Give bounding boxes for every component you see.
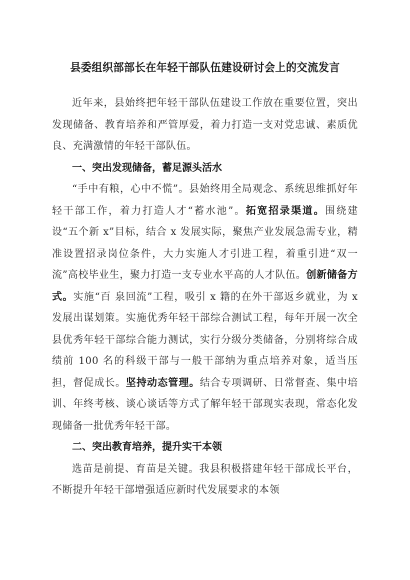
paragraph-text: 围绕建设“五个新 x”目标，结合 x 发展实际，聚焦产业发展急需专业，精准设置招录岗位条件，大力实施人才引进工程，着重引进“双一流”高校毕业生，聚力打造一支专业水平高的人才队伍。 [52, 205, 358, 281]
paragraph-text: “手中有粮，心中不慌”。县始终用全局观念、系统思维抓好年轻干部工作，着力打造人才“蓄水池”。 [52, 184, 358, 217]
section-heading-2: 二、突出教育培养，提升实干本领 [72, 442, 222, 453]
bold-subheading-reserve: 创新储备方式。 [52, 270, 358, 303]
bold-subheading-dynamic: 坚持动态管理。 [125, 377, 200, 389]
section-heading-1: 一、突出发现储备，蓄足源头活水 [72, 162, 222, 174]
bold-subheading-recruitment: 拓宽招录渠道。 [245, 205, 326, 217]
document-title: 县委组织部部长在年轻干部队伍建设研讨会上的交流发言 [70, 62, 340, 74]
paragraph-text: 结合专项调研、日常督查、集中培训、年终考核、谈心谈话等方式了解年轻干部现实表现，常态化发现储备一批优秀年轻干部。 [52, 377, 359, 432]
section-1-paragraph [52, 179, 358, 437]
paragraph-text: 实施“百 泉回流”工程，吸引 x 籍的在外干部返乡就业，为 x 发展出谋划策。实施优秀年轻干部综合测试工程，每年开展一次全县优秀年轻干部综合能力测试，实行分级分类储备，分别将综合成绩前 100 名的科级干部与一般干部纳为重点培养对象，适当压担，督促成长。 [52, 291, 358, 389]
section-2-paragraph: 选苗是前提、育苗是关键。我县积极搭建年轻干部成长平台，不断提升年轻干部增强适应新时代发展要求的本领 [52, 463, 358, 496]
intro-paragraph: 近年来，县始终把年轻干部队伍建设工作放在重要位置，突出发现储备、教育培养和严管厚爱，着力打造一支对党忠诚、素质优良、充满激情的年轻干部队伍。 [52, 98, 358, 152]
